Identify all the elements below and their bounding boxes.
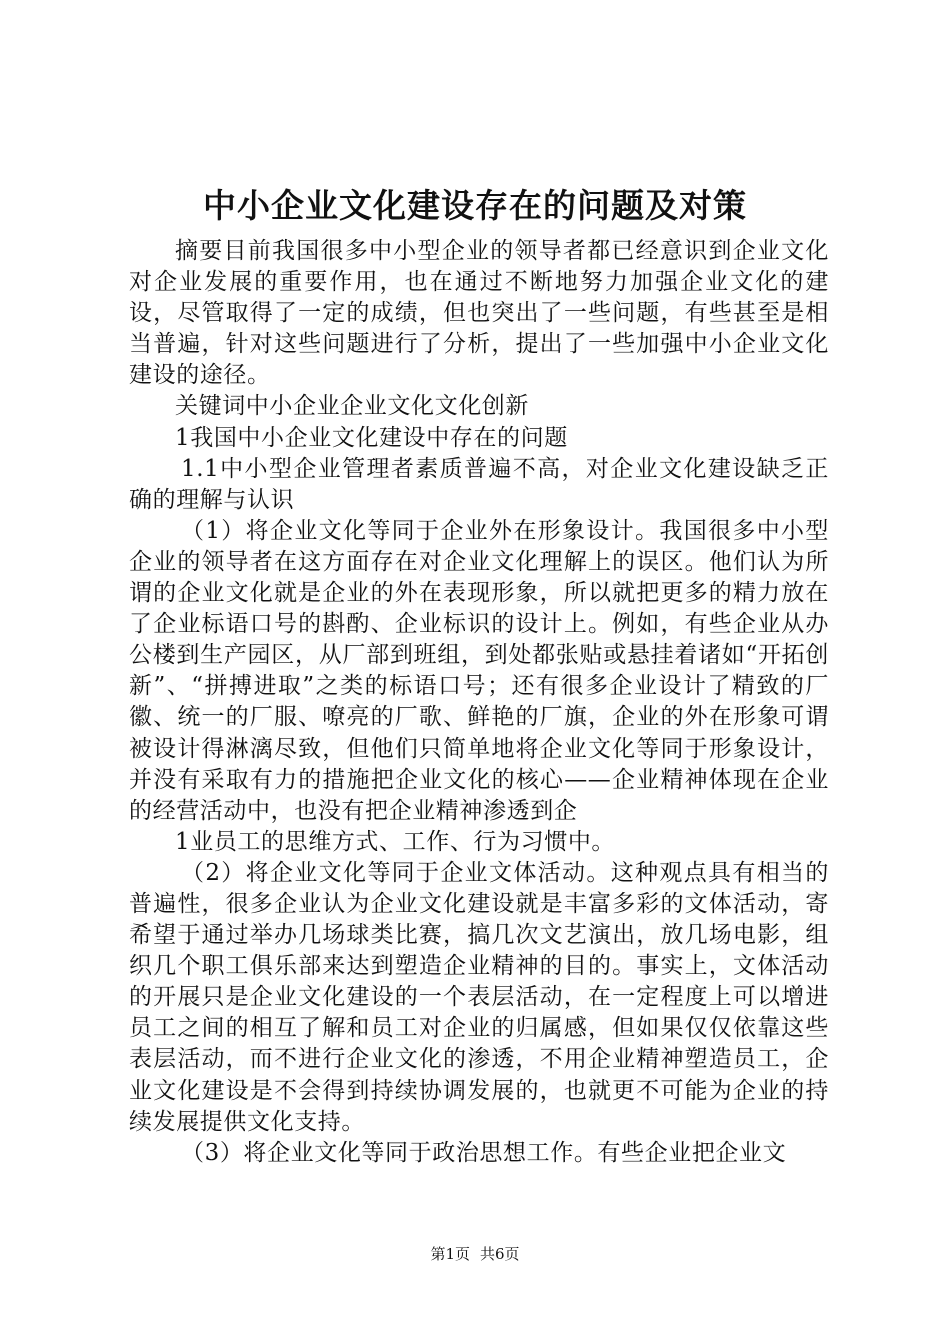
body-paragraph: （2）将企业文化等同于企业文体活动。这种观点具有相当的普遍性，很多企业认为企业文化建设就是丰富多彩的文体活动，寄希望于通过举办几场球类比赛，搞几次文艺演出，放几场电影，组织几个职工俱乐部来达到塑造企业精神的目的。事实上，文体活动的开展只是企业文化建设的一个表层活动，在一定程度上可以增进员工之间的相互了解和员工对企业的归属感，但如果仅仅依靠这些表层活动，而不进行企业文化的渗透，不用企业精神塑造员工，企业文化建设是不会得到持续协调发展的，也就更不可能为企业的持续发展提供文化支持。 (129, 859, 829, 1135)
abstract-paragraph: 摘要目前我国很多中小型企业的领导者都已经意识到企业文化对企业发展的重要作用，也在通过不断地努力加强企业文化的建设，尽管取得了一定的成绩，但也突出了一些问题，有些甚至是相当普遍，针对这些问题进行了分析，提出了一些加强中小企业文化建设的途径。 (129, 238, 829, 389)
document-body (129, 236, 829, 1169)
body-paragraph: 1业员工的思维方式、工作、行为习惯中。 (175, 828, 616, 855)
section-heading: 1我国中小企业文化建设中存在的问题 (175, 424, 568, 451)
body-paragraph: （3）将企业文化等同于政治思想工作。有些企业把企业文 (181, 1139, 787, 1166)
page-total: 共6页 (480, 1245, 520, 1263)
subsection-heading: 1.1中小型企业管理者素质普遍不高，对企业文化建设缺乏正确的理解与认识 (129, 455, 829, 513)
document-title: 中小企业文化建设存在的问题及对策 (203, 186, 747, 225)
page-footer (0, 1244, 950, 1264)
keywords-paragraph: 关键词中小企业企业文化文化创新 (175, 393, 529, 420)
body-paragraph: （1）将企业文化等同于企业外在形象设计。我国很多中小型企业的领导者在这方面存在对企业文化理解上的误区。他们认为所谓的企业文化就是企业的外在表现形象，所以就把更多的精力放在了企业标语口号的斟酌、企业标识的设计上。例如，有些企业从办公楼到生产园区，从厂部到班组，到处都张贴或悬挂着诸如“开拓创新”、“拼搏进取”之类的标语口号；还有很多企业设计了精致的厂徽、统一的厂服、嘹亮的厂歌、鲜艳的厂旗，企业的外在形象可谓被设计得淋漓尽致，但他们只简单地将企业文化等同于形象设计，并没有采取有力的措施把企业文化的核心——企业精神体现在企业的经营活动中，也没有把企业精神渗透到企 (129, 517, 829, 824)
page-number: 第1页 (430, 1245, 470, 1263)
